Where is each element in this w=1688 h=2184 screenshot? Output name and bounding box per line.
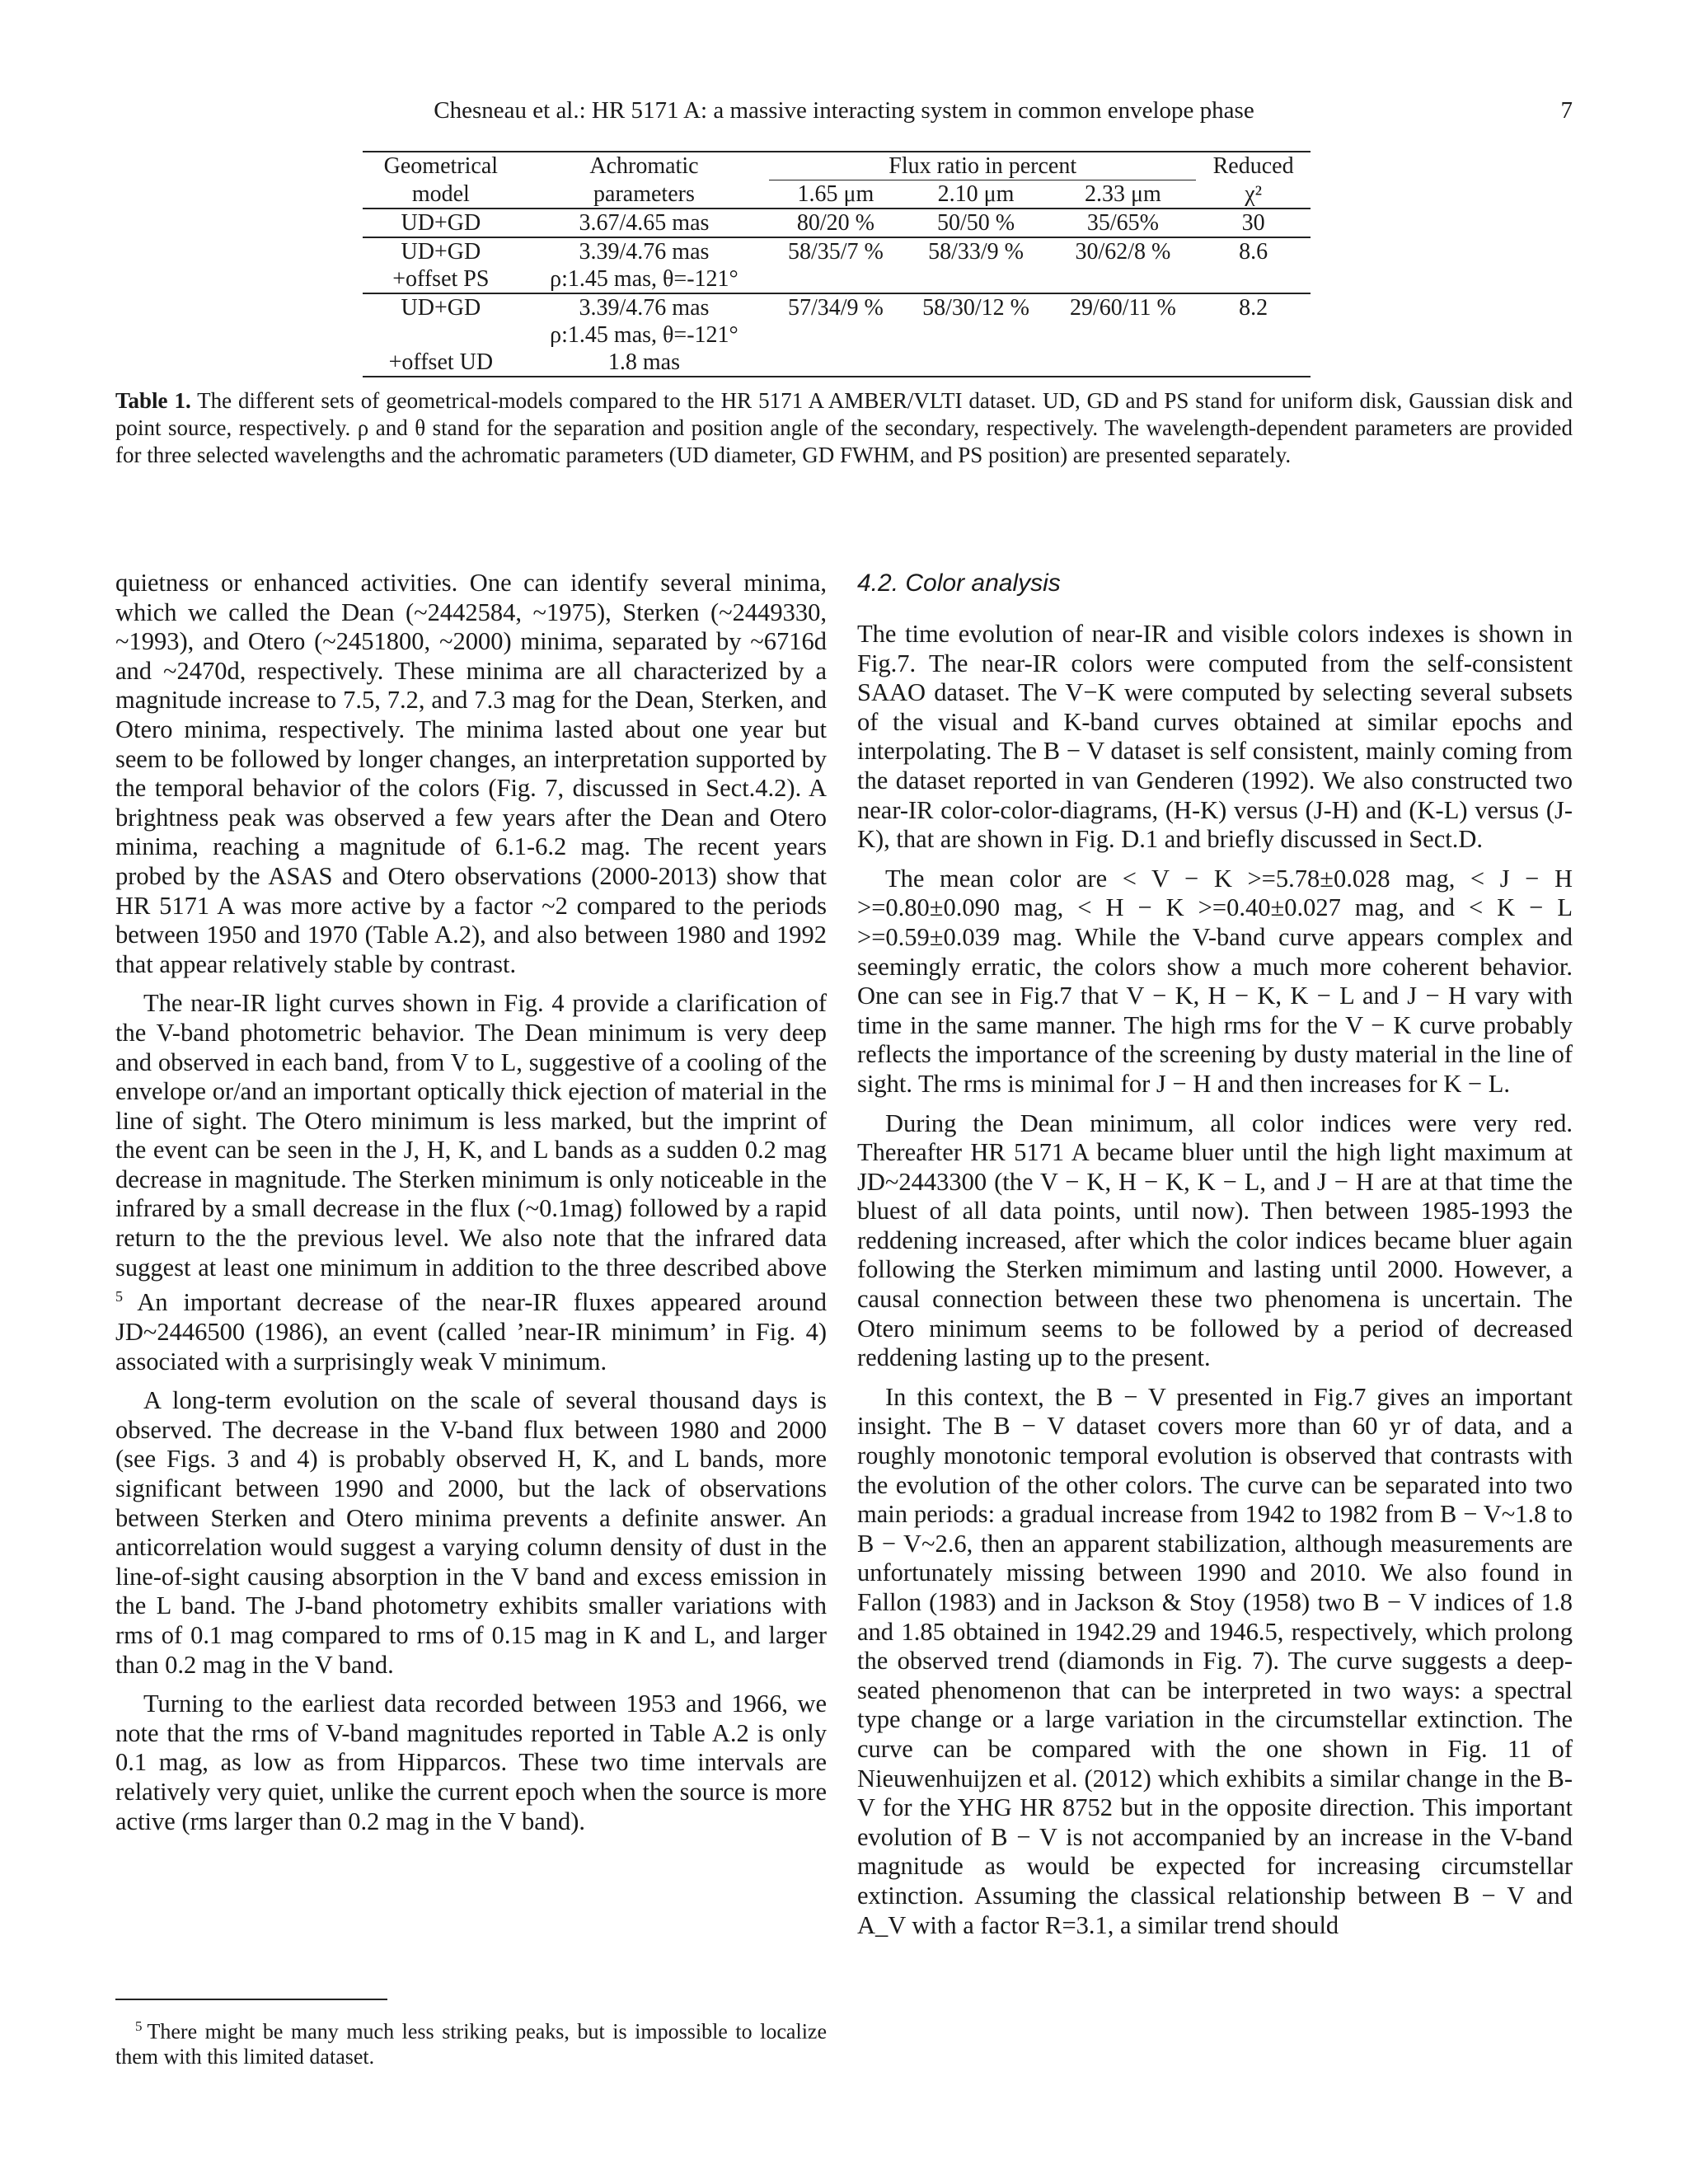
running-title: Chesneau et al.: HR 5171 A: a massive interacting system in common envelope phase <box>434 97 1254 124</box>
footnote-mark[interactable]: 5 <box>115 1288 123 1305</box>
table-row <box>363 237 1311 265</box>
cell-model: UD+GD <box>401 210 481 236</box>
paragraph: quietness or enhanced activities. One can identify several minima, which we called the Dean (~2442584, ~1975), Sterken (~2449330, ~1993), and Otero (~2451800, ~2000) minima, separated by ~6716d and ~2470d, respectively. These minima are all characterized by a magnitude increase to 7.5, 7.2, and 7.3 mag for the Dean, Sterken, and Otero minima, respectively. The minima lasted about one year but seem to be followed by longer changes, an interpretation supported by the temporal behavior of the colors (Fig. 7, discussed in Sect.4.2). A brightness peak was observed a few years after the Dean and Otero minima, reaching a magnitude of 6.1-6.2 mag. The recent years probed by the ASAS and Otero observations (2000-2013) show that HR 5171 A was more active by a factor ~2 compared to the periods between 1950 and 1970 (Table A.2), and also between 1980 and 1992 that appear relatively stable by contrast. <box>115 569 827 978</box>
cell-model: +offset UD <box>363 349 519 377</box>
th-parameters: parameters <box>519 180 770 209</box>
table-header-row-2 <box>363 180 1311 209</box>
paragraph: The time evolution of near-IR and visible colors indexes is shown in Fig.7. The near-IR colors were computed from the self-consistent SAAO dataset. The V−K were computed by selecting several subsets of the visual and K-band curves obtained at similar epochs and interpolating. The B − V dataset is self consistent, mainly coming from the dataset reported in van Genderen (1992). We also constructed two near-IR color-color-diagrams, (H-K) versus (J-H) and (K-L) versus (J-K), that are shown in Fig. D.1 and briefly discussed in Sect.D. <box>857 620 1573 854</box>
caption-label: Table 1. <box>115 388 191 413</box>
table-row <box>363 293 1311 321</box>
cell-flux-1: 57/34/9 % <box>769 293 902 321</box>
table-row-continued <box>363 349 1311 377</box>
paragraph <box>115 989 827 1376</box>
th-achromatic: Achromatic <box>519 152 770 180</box>
footnote-rule <box>115 1999 387 2000</box>
caption-text: The different sets of geometrical-models compared to the HR 5171 A AMBER/VLTI dataset. UD, GD and PS stand for uniform disk, Gaussian disk and point source, respectively. ρ and θ stand for the separation and position angle of the secondary, respectively. The wavelength-dependent parameters are provided for three selected wavelengths and the achromatic parameters (UD diameter, GD FWHM, and PS position) are presented separately. <box>115 388 1573 467</box>
cell-params: 1.8 mas <box>519 349 770 377</box>
paragraph-text: The near-IR light curves shown in Fig. 4 provide a clarification of the V-band photometric behavior. The Dean minimum is very deep and observed in each band, from V to L, suggestive of a cooling of the envelope or/and an important optically thick ejection of material in the line of sight. The Otero minimum is less marked, but the imprint of the event can be seen in the J, H, K, and L bands as a sudden 0.2 mag decrease in magnitude. The Sterken minimum is only noticeable in the infrared by a small decrease in the flux (~0.1mag) followed by a rapid return to the the previous level. We also note that the infrared data suggest at least one minimum in addition to the three described above <box>115 989 827 1282</box>
cell-params: 3.39/4.76 mas <box>519 293 770 321</box>
footnote <box>115 2014 827 2069</box>
cell-params: 3.67/4.65 mas <box>579 210 710 236</box>
paragraph: In this context, the B − V presented in Fig.7 gives an important insight. The B − V dataset covers more than 60 yr of data, and a roughly monotonic temporal evolution is observed that contrasts with the evolution of the other colors. The curve can be separated into two main periods: a gradual increase from 1942 to 1982 from B − V~1.8 to B − V~2.6, then an apparent stabilization, although measurements are unfortunately missing between 1990 and 2010. We also found in Fallon (1983) and in Jackson & Stoy (1958) two B − V indices of 1.8 and 1.85 obtained in 1942.29 and 1946.5, respectively, which prolong the observed trend (diamonds in Fig. 7). The curve suggests a deep-seated phenomenon that can be interpreted in two ways: a spectral type change or a large variation in the circumstellar extinction. The curve can be compared with the one shown in Fig. 11 of Nieuwenhuijzen et al. (2012) which exhibits a similar change in the B-V for the YHG HR 8752 but in the opposite direction. This important evolution of B − V is not accompanied by an increase in the V-band magnitude as would be expected for increasing circumstellar extinction. Assuming the classical relationship between B − V and A_V with a factor R=3.1, a similar trend should <box>857 1382 1573 1939</box>
cell-params: ρ:1.45 mas, θ=-121° <box>550 266 738 292</box>
cell-params: ρ:1.45 mas, θ=-121° <box>550 322 738 348</box>
paragraph: Turning to the earliest data recorded between 1953 and 1966, we note that the rms of V-band magnitudes reported in Table A.2 is only 0.1 mag, as low as from Hipparcos. These two time intervals are relatively very quiet, unlike the current epoch when the source is more active (rms larger than 0.2 mag in the V band). <box>115 1690 827 1835</box>
cell-model: UD+GD <box>363 293 519 321</box>
cell-model: +offset PS <box>392 266 490 292</box>
cell-chi2: 30 <box>1241 210 1265 236</box>
th-wavelength-2: 2.10 μm <box>903 180 1050 209</box>
footnote-number: 5 <box>135 2018 143 2034</box>
th-geometrical: Geometrical <box>363 152 519 180</box>
th-chi2: χ² <box>1196 180 1311 209</box>
th-wavelength-3: 2.33 μm <box>1050 180 1197 209</box>
cell-chi2: 8.6 <box>1196 237 1311 265</box>
cell-flux-1: 58/35/7 % <box>769 237 902 265</box>
results-table <box>363 151 1311 377</box>
cell-flux-3: 29/60/11 % <box>1050 293 1197 321</box>
table-row-continued <box>363 321 1311 349</box>
cell-flux-3: 35/65% <box>1086 210 1159 236</box>
section-title: 4.2. Color analysis <box>857 569 1061 597</box>
cell-chi2: 8.2 <box>1196 293 1311 321</box>
cell-flux-2: 50/50 % <box>936 210 1015 236</box>
paragraph: During the Dean minimum, all color indices were very red. Thereafter HR 5171 A became bluer until the high light maximum at JD~2443300 (the V − K, H − K, K − L, and J − H are at that time the bluest of all data points, until now). Then between 1985-1993 the reddening increased, after which the color indices became bluer again following the Sterken mimimum and lasting until 2000. However, a causal connection between these two phenomena is uncertain. The Otero minimum seems to be followed by a period of decreased reddening lasting up to the present. <box>857 1108 1573 1372</box>
cell-params: 3.39/4.76 mas <box>519 237 770 265</box>
paragraph-text: An important decrease of the near-IR fluxes appeared around JD~2446500 (1986), an event (called ’near-IR minimum’ in Fig. 4) associated with a surprisingly weak V minimum. <box>115 1288 827 1376</box>
page-number: 7 <box>1560 97 1573 124</box>
th-reduced: Reduced <box>1196 152 1311 180</box>
th-flux-ratio: Flux ratio in percent <box>769 152 1196 180</box>
table-row-continued <box>363 265 1311 293</box>
footnote-text: There might be many much less striking peaks, but is impossible to localize them with this limited dataset. <box>115 2019 827 2069</box>
table-caption <box>115 387 1573 469</box>
th-wavelength-1: 1.65 μm <box>769 180 902 209</box>
cell-flux-2: 58/30/12 % <box>903 293 1050 321</box>
table-row <box>363 209 1311 237</box>
cell-flux-2: 58/33/9 % <box>903 237 1050 265</box>
table-header-row-1 <box>363 152 1311 180</box>
left-column <box>115 569 827 1846</box>
cell-flux-3: 30/62/8 % <box>1050 237 1197 265</box>
th-model: model <box>363 180 519 209</box>
paragraph: A long-term evolution on the scale of several thousand days is observed. The decrease in the V-band flux between 1980 and 2000 (see Figs. 3 and 4) is probably observed H, K, and L bands, more significant between 1990 and 2000, but the lack of observations between Sterken and Otero minima prevents a definite answer. An anticorrelation would suggest a varying column density of dust in the line-of-sight causing absorption in the V band and excess emission in the L band. The J-band photometry exhibits smaller variations with rms of 0.1 mag compared to rms of 0.15 mag in K and L, and larger than 0.2 mag in the V band. <box>115 1386 827 1679</box>
cell-model: UD+GD <box>363 237 519 265</box>
right-column <box>857 569 1573 1950</box>
cell-flux-1: 80/20 % <box>796 210 874 236</box>
paragraph: The mean color are < V − K >=5.78±0.028 mag, < J − H >=0.80±0.090 mag, < H − K >=0.40±0.027 mag, and < K − L >=0.59±0.039 mag. While the V-band curve appears complex and seemingly erratic, the colors show a much more coherent behavior. One can see in Fig.7 that V − K, H − K, K − L and J − H vary with time in the same manner. The high rms for the V − K curve probably reflects the importance of the screening by dusty material in the line of sight. The rms is minimal for J − H and then increases for K − L. <box>857 864 1573 1098</box>
